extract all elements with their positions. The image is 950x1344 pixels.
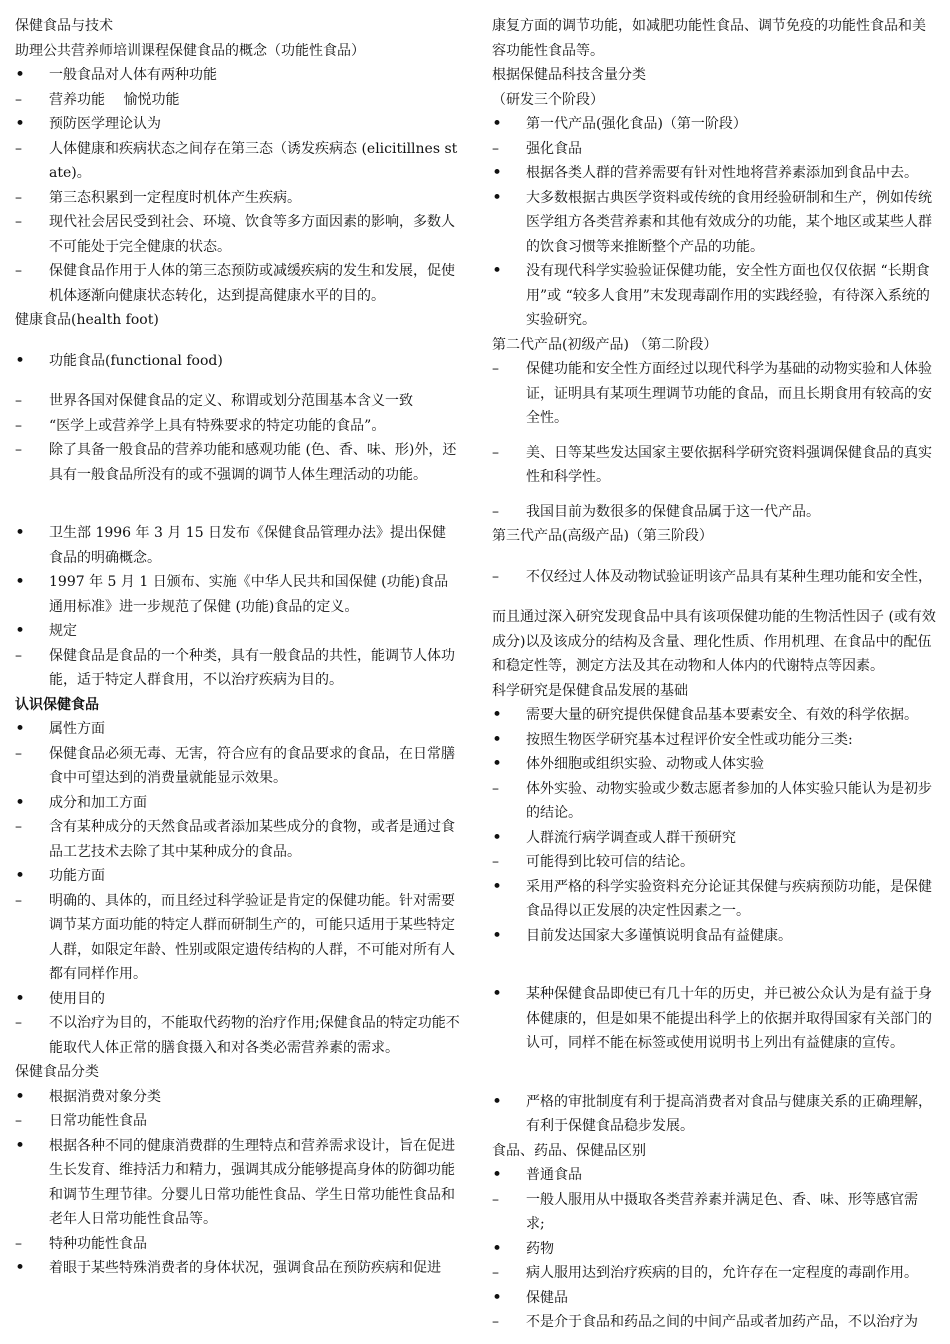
bullet-item: [15, 349, 460, 374]
item-text: 不以治疗为目的，不能取代药物的治疗作用;保健食品的特定功能不能取代人体正常的膳食摄入和对各类必需营养素的需求。: [49, 1015, 460, 1056]
bullet-item: [492, 924, 936, 949]
bullet-item: [15, 63, 460, 88]
bullet-marker-icon: •: [492, 984, 503, 1004]
dash-marker-icon: –: [492, 361, 499, 377]
bullet-marker-icon: •: [15, 1086, 26, 1107]
dash-marker-icon: –: [15, 819, 22, 835]
dash-item: [15, 414, 460, 439]
dash-item: [15, 88, 460, 113]
item-text: 一般食品对人体有两种功能: [49, 67, 217, 83]
item-text: 按照生物医学研究基本过程评价安全性或功能分三类:: [526, 731, 853, 748]
paragraph: [15, 1060, 460, 1085]
dash-marker-icon: –: [15, 647, 22, 664]
item-text: 一般人服用从中摄取各类营养素并满足色、香、味、形等感官需求;: [526, 1191, 918, 1232]
item-text: 不仅经过人体及动物试验证明该产品具有某种生理功能和安全性，: [526, 568, 932, 585]
bullet-item: [492, 1090, 936, 1139]
bullet-item: [492, 161, 936, 186]
dash-item: [492, 1310, 936, 1335]
paragraph: [15, 39, 460, 64]
bullet-marker-icon: •: [15, 1258, 26, 1278]
item-text: 体外细胞或组织实验、动物或人体实验: [526, 756, 764, 772]
dash-marker-icon: –: [492, 1191, 499, 1208]
item-text: 营养功能 愉悦功能: [49, 91, 180, 108]
item-text: 美、日等某些发达国家主要依据科学研究资料强调保健食品的真实性和科学性。: [526, 444, 932, 485]
dash-item: [492, 357, 936, 431]
item-text: （研发三个阶段）: [492, 91, 604, 108]
bullet-marker-icon: •: [492, 925, 503, 946]
dash-marker-icon: –: [15, 140, 22, 157]
item-text: 可能得到比较可信的结论。: [526, 854, 694, 870]
dash-item: [15, 1232, 460, 1257]
paragraph: [492, 63, 936, 88]
bullet-marker-icon: •: [492, 827, 503, 848]
bullet-marker-icon: •: [492, 187, 503, 208]
item-text: 药物: [526, 1240, 554, 1257]
item-text: 1997 年 5 月 1 日颁布、实施《中华人民共和国保健 (功能)食品通用标准》进一步规范了保健 (功能)食品的定义。: [49, 574, 449, 615]
bullet-item: [15, 112, 460, 137]
paragraph: [492, 333, 936, 358]
dash-item: [15, 1011, 460, 1060]
dash-item: [15, 1109, 460, 1134]
item-text: 根据各种不同的健康消费群的生理特点和营养需求设计，旨在促进生长发育、维持活力和精力，强调其成分能够提高身体的防御功能和调节生理节律。分婴儿日常功能性食品、学生日常功能性食品和老年人日常功能性食品等。: [49, 1137, 455, 1227]
bullet-item: [15, 1134, 460, 1232]
dash-marker-icon: –: [15, 189, 22, 206]
bullet-item: [15, 1256, 460, 1281]
dash-item: [15, 889, 460, 987]
dash-item: [15, 815, 460, 864]
bullet-item: [492, 826, 936, 851]
item-text: 日常功能性食品: [49, 1113, 147, 1129]
item-text: 第三代产品(高级产品)（第三阶段）: [492, 528, 713, 544]
bullet-item: [15, 717, 460, 742]
right-column: [492, 14, 936, 1335]
dash-marker-icon: –: [15, 214, 22, 230]
bullet-item: [492, 1163, 936, 1188]
item-text: 没有现代科学实验验证保健功能，安全性方面也仅仅依据 “长期食用”或 “较多人食用”末发现毒副作用的实践经验，有待深入系统的实验研究。: [526, 263, 930, 328]
paragraph: [492, 1139, 936, 1164]
item-text: 病人服用达到治疗疾病的目的，允许存在一定程度的毒副作用。: [526, 1265, 918, 1281]
dash-marker-icon: –: [15, 1015, 22, 1031]
bullet-item: [15, 864, 460, 889]
paragraph: [15, 14, 460, 39]
item-text: “医学上或营养学上具有特殊要求的特定功能的食品”。: [49, 417, 386, 434]
left-column: [15, 14, 460, 1281]
item-text: 根据保健品科技含量分类: [492, 67, 646, 83]
dash-item: [15, 259, 460, 308]
bullet-item: [492, 1286, 936, 1311]
bullet-item: [15, 791, 460, 816]
item-text: 明确的、具体的，而且经过科学验证是肯定的保健功能。针对需要调节某方面功能的特定人群而研制生产的，可能只适用于某些特定人群，如限定年龄、性别或限定遗传结构的人群，不可能对所有人都有同样作用。: [49, 892, 455, 982]
bullet-marker-icon: •: [15, 719, 26, 739]
dash-item: [492, 565, 936, 590]
dash-item: [15, 644, 460, 693]
bullet-marker-icon: •: [492, 705, 503, 725]
item-text: 我国目前为数很多的保健食品属于这一代产品。: [526, 503, 820, 520]
item-text: 特种功能性食品: [49, 1235, 147, 1252]
bullet-item: [15, 570, 460, 619]
item-text: 规定: [49, 623, 77, 639]
bullet-marker-icon: •: [15, 572, 26, 592]
dash-item: [492, 1261, 936, 1286]
item-text: 普通食品: [526, 1167, 582, 1183]
bullet-item: [492, 112, 936, 137]
item-text: 人群流行病学调查或人群干预研究: [526, 829, 736, 846]
dash-marker-icon: –: [492, 503, 499, 520]
item-text: 功能方面: [49, 868, 105, 884]
paragraph: [492, 679, 936, 704]
item-text: 第二代产品(初级产品) （第二阶段）: [492, 336, 718, 353]
bullet-item: [492, 982, 936, 1056]
bullet-marker-icon: •: [15, 792, 26, 813]
item-text: 保健食品是食品的一个种类，具有一般食品的共性，能调节人体功能，适于特定人群食用，不以治疗疾病为目的。: [49, 647, 455, 688]
paragraph: [492, 524, 936, 549]
item-text: 预防医学理论认为: [49, 116, 161, 132]
bullet-marker-icon: •: [15, 621, 26, 641]
bullet-item: [15, 987, 460, 1012]
item-text: 某种保健食品即使已有几十年的历史，并已被公众认为是有益于身体健康的，但是如果不能提出科学上的依据并取得国家有关部门的认可，同样不能在标签或使用说明书上列出有益健康的宣传。: [526, 986, 932, 1051]
bullet-marker-icon: •: [15, 350, 26, 371]
paragraph: [492, 88, 936, 113]
bullet-item: [15, 521, 460, 570]
dash-item: [492, 441, 936, 490]
dash-item: [492, 137, 936, 162]
dash-marker-icon: –: [15, 1113, 22, 1129]
dash-marker-icon: –: [492, 780, 499, 797]
item-text: 保健功能和安全性方面经过以现代科学为基础的动物实验和人体验证，证明具有某项生理调节功能的食品，而且长期食用有较高的安全性。: [526, 361, 932, 426]
bullet-marker-icon: •: [492, 1287, 503, 1308]
item-text: 保健食品必须无毒、无害，符合应有的食品要求的食品，在日常膳食中可望达到的消费量就能显示效果。: [49, 745, 455, 786]
item-text: 大多数根据古典医学资料或传统的食用经验研制和生产，例如传统医学组方各类营养素和其他有效成分的功能，某个地区或某些人群的饮食习惯等来推断整个产品的功能。: [526, 189, 932, 255]
bullet-marker-icon: •: [492, 261, 503, 281]
item-text: 现代社会居民受到社会、环境、饮食等多方面因素的影响，多数人不可能处于完全健康的状态。: [49, 214, 455, 255]
item-text: 目前发达国家大多谨慎说明食品有益健康。: [526, 927, 792, 944]
item-text: 科学研究是保健食品发展的基础: [492, 682, 688, 699]
bullet-marker-icon: •: [492, 1238, 503, 1259]
item-text: 需要大量的研究提供保健食品基本要素安全、有效的科学依据。: [526, 707, 918, 723]
dash-item: [492, 850, 936, 875]
dash-marker-icon: –: [15, 417, 22, 434]
dash-marker-icon: –: [492, 1314, 499, 1330]
item-text: 卫生部 1996 年 3 月 15 日发布《保健食品管理办法》提出保健食品的明确概念。: [49, 525, 447, 566]
paragraph: [15, 308, 460, 333]
item-text: 强化食品: [526, 140, 582, 157]
item-text: 保健食品作用于人体的第三态预防或减缓疾病的发生和发展，促使机体逐渐向健康状态转化，达到提高健康水平的目的。: [49, 263, 455, 304]
item-text: 不是介于食品和药品之间的中间产品或者加药产品，不以治疗为: [526, 1314, 918, 1330]
dash-marker-icon: –: [492, 444, 499, 461]
bullet-marker-icon: •: [15, 523, 26, 543]
dash-marker-icon: –: [492, 854, 499, 870]
item-text: 认识保健食品: [15, 696, 99, 713]
bullet-item: [15, 619, 460, 644]
item-text: 体外实验、动物实验或少数志愿者参加的人体实验只能认为是初步的结论。: [526, 780, 932, 821]
dash-item: [15, 186, 460, 211]
item-text: 助理公共营养师培训课程保健食品的概念（功能性食品）: [15, 42, 365, 59]
item-text: 属性方面: [49, 721, 105, 737]
dash-marker-icon: –: [15, 393, 22, 409]
dash-marker-icon: –: [492, 140, 499, 157]
bullet-marker-icon: •: [492, 729, 503, 750]
bullet-marker-icon: •: [15, 866, 26, 886]
item-text: 含有某种成分的天然食品或者添加某些成分的食物，或者是通过食品工艺技术去除了其中某种成分的食品。: [49, 819, 455, 860]
bullet-marker-icon: •: [492, 163, 503, 183]
item-text: 成分和加工方面: [49, 794, 147, 811]
item-text: 健康食品(health foot): [15, 312, 159, 328]
bullet-marker-icon: •: [15, 114, 26, 134]
dash-marker-icon: –: [15, 1235, 22, 1252]
item-text: 使用目的: [49, 990, 105, 1007]
dash-item: [492, 1188, 936, 1237]
dash-marker-icon: –: [492, 1265, 499, 1281]
bullet-marker-icon: •: [492, 754, 503, 774]
bullet-marker-icon: •: [492, 114, 503, 134]
section-heading: [15, 693, 460, 718]
bullet-marker-icon: •: [492, 1091, 503, 1112]
dash-marker-icon: –: [15, 442, 22, 458]
dash-marker-icon: –: [492, 568, 499, 585]
item-text: 第一代产品(强化食品)（第一阶段）: [526, 116, 747, 132]
item-text: 世界各国对保健食品的定义、称谓或划分范围基本含义一致: [49, 393, 413, 409]
item-text: 食品、药品、保健品区别: [492, 1142, 646, 1159]
bullet-item: [492, 259, 936, 333]
bullet-item: [492, 1237, 936, 1262]
dash-item: [15, 389, 460, 414]
bullet-marker-icon: •: [492, 876, 503, 897]
bullet-item: [492, 728, 936, 753]
item-text: 第三态积累到一定程度时机体产生疾病。: [49, 189, 301, 206]
item-text: 保健食品分类: [15, 1064, 99, 1080]
item-text: 康复方面的调节功能，如减肥功能性食品、调节免疫的功能性食品和美容功能性食品等。: [492, 18, 926, 59]
item-text: 严格的审批制度有利于提高消费者对食品与健康关系的正确理解，有利于保健食品稳步发展。: [526, 1093, 932, 1134]
dash-item: [15, 137, 460, 186]
dash-item: [15, 438, 460, 487]
item-text: 除了具备一般食品的营养功能和感观功能 (色、香、味、形)外，还具有一般食品所没有的或不强调的调节人体生理活动的功能。: [49, 442, 457, 483]
bullet-item: [492, 875, 936, 924]
paragraph: [492, 605, 936, 679]
paragraph: [492, 14, 936, 63]
dash-item: [15, 742, 460, 791]
item-text: 根据消费对象分类: [49, 1088, 161, 1105]
dash-marker-icon: –: [15, 745, 22, 762]
bullet-item: [15, 1085, 460, 1110]
bullet-item: [492, 186, 936, 260]
bullet-marker-icon: •: [15, 988, 26, 1009]
item-text: 保健食品与技术: [15, 18, 113, 34]
bullet-marker-icon: •: [15, 1135, 26, 1156]
item-text: 保健品: [526, 1289, 568, 1306]
dash-item: [15, 210, 460, 259]
dash-marker-icon: –: [15, 263, 22, 279]
item-text: 着眼于某些特殊消费者的身体状况，强调食品在预防疾病和促进: [49, 1260, 441, 1276]
bullet-item: [492, 703, 936, 728]
item-text: 而且通过深入研究发现食品中具有该项保健功能的生物活性因子 (或有效成分)以及该成分的结构及含量、理化性质、作用机理、在食品中的配伍和稳定性等，测定方法及其在动物和人体内的代谢特点等因素。: [492, 609, 936, 674]
item-text: 根据各类人群的营养需要有针对性地将营养素添加到食品中去。: [526, 165, 918, 181]
item-text: 人体健康和疾病状态之间存在第三态（诱发疾病态 (elicitillnes state)。: [49, 140, 458, 181]
bullet-marker-icon: •: [15, 65, 26, 85]
item-text: 功能食品(functional food): [49, 352, 223, 369]
bullet-item: [492, 752, 936, 777]
dash-item: [492, 500, 936, 525]
dash-marker-icon: –: [15, 892, 22, 909]
item-text: 采用严格的科学实验资料充分论证其保健与疾病预防功能，是保健食品得以正发展的决定性因素之一。: [526, 878, 932, 919]
bullet-marker-icon: •: [492, 1165, 503, 1185]
dash-item: [492, 777, 936, 826]
dash-marker-icon: –: [15, 91, 22, 108]
